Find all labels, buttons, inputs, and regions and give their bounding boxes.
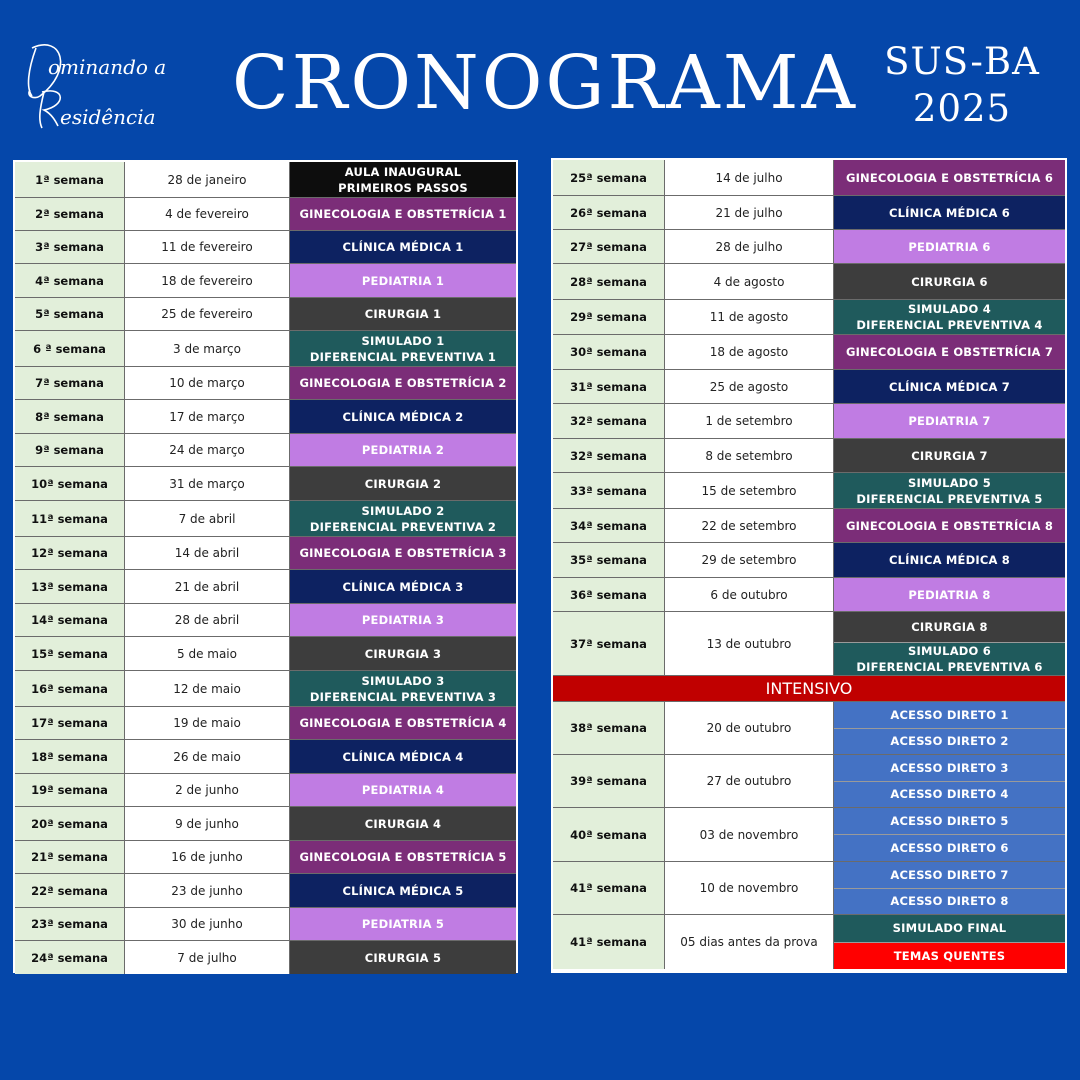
- week-cell: 25ª semana: [553, 160, 665, 195]
- table-row: [553, 473, 1065, 509]
- date-cell: 25 de fevereiro: [125, 298, 290, 330]
- date-cell: 1 de setembro: [665, 404, 834, 438]
- subject-block-clinica: CLÍNICA MÉDICA 1: [290, 231, 516, 263]
- week-cell: 28ª semana: [553, 264, 665, 299]
- date-cell: 15 de setembro: [665, 473, 834, 508]
- schedule-table-right: [551, 158, 1067, 973]
- week-cell: 19ª semana: [15, 774, 125, 806]
- subject-block-pediatria: PEDIATRIA 7: [834, 404, 1065, 438]
- subject-cell: [290, 941, 516, 974]
- table-row: [15, 637, 516, 671]
- subject-block-gine: GINECOLOGIA E OBSTETRÍCIA 1: [290, 198, 516, 230]
- date-cell: 30 de junho: [125, 908, 290, 940]
- subject-cell: [290, 501, 516, 536]
- subject-cell: [290, 264, 516, 297]
- table-row: [553, 543, 1065, 578]
- date-cell: 14 de abril: [125, 537, 290, 569]
- subject-block-cirurgia: CIRURGIA 3: [290, 637, 516, 670]
- table-row: [15, 501, 516, 537]
- date-cell: 25 de agosto: [665, 370, 834, 403]
- subject-block-acesso: ACESSO DIRETO 8: [834, 888, 1065, 915]
- date-cell: 28 de julho: [665, 230, 834, 263]
- subject-block-clinica: CLÍNICA MÉDICA 7: [834, 370, 1065, 403]
- table-row: [15, 198, 516, 231]
- subject-cell: [290, 841, 516, 873]
- subject-cell: [834, 439, 1065, 472]
- date-cell: 28 de janeiro: [125, 162, 290, 197]
- week-cell: 16ª semana: [15, 671, 125, 706]
- subject-block-pediatria: PEDIATRIA 4: [290, 774, 516, 806]
- subject-block-acesso: ACESSO DIRETO 3: [834, 755, 1065, 781]
- subject-block-simfinal: SIMULADO FINAL: [834, 915, 1065, 942]
- week-cell: 41ª semana: [553, 862, 665, 914]
- week-cell: 1ª semana: [15, 162, 125, 197]
- date-cell: 14 de julho: [665, 160, 834, 195]
- subject-cell: [290, 604, 516, 636]
- table-row: [15, 740, 516, 774]
- table-row: [15, 941, 516, 974]
- week-cell: 24ª semana: [15, 941, 125, 974]
- subject-block-acesso: ACESSO DIRETO 4: [834, 781, 1065, 808]
- subject-cell: [290, 807, 516, 840]
- subject-block-gine: GINECOLOGIA E OBSTETRÍCIA 4: [290, 707, 516, 739]
- week-cell: 6 ª semana: [15, 331, 125, 366]
- week-cell: 29ª semana: [553, 300, 665, 334]
- date-cell: 21 de julho: [665, 196, 834, 229]
- date-cell: 29 de setembro: [665, 543, 834, 577]
- week-cell: 33ª semana: [553, 473, 665, 508]
- subject-cell: [834, 702, 1065, 754]
- subject-block-clinica: CLÍNICA MÉDICA 4: [290, 740, 516, 773]
- subject-block-gine: GINECOLOGIA E OBSTETRÍCIA 3: [290, 537, 516, 569]
- subject-cell: [834, 612, 1065, 675]
- table-row: [553, 862, 1065, 915]
- subject-block-acesso: ACESSO DIRETO 6: [834, 834, 1065, 861]
- date-cell: 12 de maio: [125, 671, 290, 706]
- subject-block-gine: GINECOLOGIA E OBSTETRÍCIA 2: [290, 367, 516, 399]
- subject-cell: [834, 264, 1065, 299]
- week-cell: 32ª semana: [553, 404, 665, 438]
- date-cell: 27 de outubro: [665, 755, 834, 807]
- date-cell: 31 de março: [125, 467, 290, 500]
- week-cell: 36ª semana: [553, 578, 665, 611]
- date-cell: 6 de outubro: [665, 578, 834, 611]
- subject-block-clinica: CLÍNICA MÉDICA 3: [290, 570, 516, 603]
- subject-block-pediatria: PEDIATRIA 2: [290, 434, 516, 466]
- subject-cell: [290, 400, 516, 433]
- subject-block-pediatria: PEDIATRIA 8: [834, 578, 1065, 611]
- intensivo-banner: [553, 676, 1065, 702]
- subject-block-gine: GINECOLOGIA E OBSTETRÍCIA 6: [834, 160, 1065, 195]
- table-row: [15, 434, 516, 467]
- week-cell: 39ª semana: [553, 755, 665, 807]
- table-row: [553, 755, 1065, 808]
- subject-block-cirurgia: CIRURGIA 5: [290, 941, 516, 974]
- week-cell: 15ª semana: [15, 637, 125, 670]
- subject-block-cirurgia: CIRURGIA 6: [834, 264, 1065, 299]
- table-row: [553, 370, 1065, 404]
- subject-block-simulado: SIMULADO 5 DIFERENCIAL PREVENTIVA 5: [834, 473, 1065, 508]
- table-row: [553, 335, 1065, 370]
- table-row: [15, 537, 516, 570]
- date-cell: 24 de março: [125, 434, 290, 466]
- subject-block-cirurgia: CIRURGIA 4: [290, 807, 516, 840]
- subject-cell: [834, 160, 1065, 195]
- subject-cell: [290, 198, 516, 230]
- brand-logo: [22, 30, 212, 140]
- subject-block-simulado: SIMULADO 3 DIFERENCIAL PREVENTIVA 3: [290, 671, 516, 706]
- date-cell: 7 de abril: [125, 501, 290, 536]
- table-row: [15, 908, 516, 941]
- table-row: [553, 578, 1065, 612]
- subject-block-clinica: CLÍNICA MÉDICA 2: [290, 400, 516, 433]
- table-row: [15, 367, 516, 400]
- table-row: [553, 808, 1065, 862]
- table-row: [15, 774, 516, 807]
- week-cell: 14ª semana: [15, 604, 125, 636]
- subject-block-cirurgia: CIRURGIA 8: [834, 612, 1065, 642]
- week-cell: 34ª semana: [553, 509, 665, 542]
- week-cell: 31ª semana: [553, 370, 665, 403]
- week-cell: 3ª semana: [15, 231, 125, 263]
- table-row: [553, 509, 1065, 543]
- subject-block-gine: GINECOLOGIA E OBSTETRÍCIA 7: [834, 335, 1065, 369]
- date-cell: 19 de maio: [125, 707, 290, 739]
- subject-cell: [290, 367, 516, 399]
- table-row: [553, 915, 1065, 969]
- subject-block-acesso: ACESSO DIRETO 5: [834, 808, 1065, 834]
- table-row: [553, 439, 1065, 473]
- date-cell: 7 de julho: [125, 941, 290, 974]
- schedule-table-left: [13, 160, 518, 973]
- subject-block-gine: GINECOLOGIA E OBSTETRÍCIA 8: [834, 509, 1065, 542]
- week-cell: 41ª semana: [553, 915, 665, 969]
- subject-block-clinica: CLÍNICA MÉDICA 8: [834, 543, 1065, 577]
- date-cell: 4 de agosto: [665, 264, 834, 299]
- subject-cell: [290, 231, 516, 263]
- subject-cell: [290, 637, 516, 670]
- subtitle-exam: SUS-BA: [884, 40, 1040, 83]
- subject-cell: [290, 671, 516, 706]
- page-title: CRONOGRAMA: [232, 40, 858, 126]
- table-row: [553, 264, 1065, 300]
- table-row: [553, 702, 1065, 755]
- subject-cell: [290, 774, 516, 806]
- subject-cell: [290, 874, 516, 907]
- week-cell: 17ª semana: [15, 707, 125, 739]
- week-cell: 9ª semana: [15, 434, 125, 466]
- subject-cell: [834, 578, 1065, 611]
- table-row: [15, 400, 516, 434]
- subject-cell: [834, 335, 1065, 369]
- table-row: [553, 160, 1065, 196]
- subject-block-simulado: SIMULADO 2 DIFERENCIAL PREVENTIVA 2: [290, 501, 516, 536]
- table-row: [15, 671, 516, 707]
- subject-cell: [834, 196, 1065, 229]
- subject-cell: [834, 808, 1065, 861]
- subject-block-pediatria: PEDIATRIA 5: [290, 908, 516, 940]
- subject-block-simulado: SIMULADO 1 DIFERENCIAL PREVENTIVA 1: [290, 331, 516, 366]
- date-cell: 05 dias antes da prova: [665, 915, 834, 969]
- week-cell: 8ª semana: [15, 400, 125, 433]
- date-cell: 21 de abril: [125, 570, 290, 603]
- date-cell: 18 de agosto: [665, 335, 834, 369]
- subject-block-pediatria: PEDIATRIA 1: [290, 264, 516, 297]
- date-cell: 13 de outubro: [665, 612, 834, 675]
- date-cell: 11 de agosto: [665, 300, 834, 334]
- table-row: [15, 264, 516, 298]
- date-cell: 22 de setembro: [665, 509, 834, 542]
- subject-block-black: AULA INAUGURAL PRIMEIROS PASSOS: [290, 162, 516, 197]
- subject-cell: [290, 537, 516, 569]
- date-cell: 26 de maio: [125, 740, 290, 773]
- table-row: [553, 196, 1065, 230]
- week-cell: 22ª semana: [15, 874, 125, 907]
- subject-cell: [834, 862, 1065, 914]
- subject-cell: [290, 467, 516, 500]
- week-cell: 30ª semana: [553, 335, 665, 369]
- date-cell: 2 de junho: [125, 774, 290, 806]
- subject-cell: [834, 300, 1065, 334]
- week-cell: 27ª semana: [553, 230, 665, 263]
- subject-cell: [290, 162, 516, 197]
- week-cell: 4ª semana: [15, 264, 125, 297]
- subject-block-gine: GINECOLOGIA E OBSTETRÍCIA 5: [290, 841, 516, 873]
- subject-cell: [834, 473, 1065, 508]
- date-cell: 9 de junho: [125, 807, 290, 840]
- table-row: [553, 612, 1065, 676]
- week-cell: 11ª semana: [15, 501, 125, 536]
- date-cell: 3 de março: [125, 331, 290, 366]
- table-row: [553, 300, 1065, 335]
- week-cell: 23ª semana: [15, 908, 125, 940]
- subject-block-temas: TEMAS QUENTES: [834, 942, 1065, 970]
- week-cell: 18ª semana: [15, 740, 125, 773]
- week-cell: 7ª semana: [15, 367, 125, 399]
- subject-cell: [290, 298, 516, 330]
- week-cell: 26ª semana: [553, 196, 665, 229]
- subject-block-pediatria: PEDIATRIA 3: [290, 604, 516, 636]
- page-subtitle: [870, 38, 1054, 132]
- subject-block-acesso: ACESSO DIRETO 2: [834, 728, 1065, 755]
- intensivo-banner-label: INTENSIVO: [765, 679, 853, 698]
- table-row: [15, 467, 516, 501]
- date-cell: 18 de fevereiro: [125, 264, 290, 297]
- subject-block-simulado: SIMULADO 4 DIFERENCIAL PREVENTIVA 4: [834, 300, 1065, 334]
- week-cell: 10ª semana: [15, 467, 125, 500]
- date-cell: 23 de junho: [125, 874, 290, 907]
- table-row: [15, 162, 516, 198]
- subject-cell: [834, 509, 1065, 542]
- week-cell: 21ª semana: [15, 841, 125, 873]
- subject-cell: [834, 543, 1065, 577]
- date-cell: 17 de março: [125, 400, 290, 433]
- week-cell: 20ª semana: [15, 807, 125, 840]
- svg-text:esidência: esidência: [60, 105, 156, 129]
- subject-cell: [290, 331, 516, 366]
- subject-cell: [290, 570, 516, 603]
- subject-cell: [290, 434, 516, 466]
- subject-cell: [834, 915, 1065, 969]
- table-row: [15, 841, 516, 874]
- subtitle-year: 2025: [912, 87, 1012, 130]
- week-cell: 5ª semana: [15, 298, 125, 330]
- table-row: [553, 230, 1065, 264]
- subject-cell: [834, 230, 1065, 263]
- subject-block-simulado: SIMULADO 6 DIFERENCIAL PREVENTIVA 6: [834, 642, 1065, 675]
- week-cell: 2ª semana: [15, 198, 125, 230]
- date-cell: 10 de março: [125, 367, 290, 399]
- subject-cell: [834, 404, 1065, 438]
- table-row: [15, 298, 516, 331]
- date-cell: 4 de fevereiro: [125, 198, 290, 230]
- subject-block-acesso: ACESSO DIRETO 7: [834, 862, 1065, 888]
- table-row: [553, 404, 1065, 439]
- table-row: [15, 807, 516, 841]
- date-cell: 5 de maio: [125, 637, 290, 670]
- table-row: [15, 331, 516, 367]
- subject-block-acesso: ACESSO DIRETO 1: [834, 702, 1065, 728]
- subject-block-pediatria: PEDIATRIA 6: [834, 230, 1065, 263]
- table-row: [15, 874, 516, 908]
- date-cell: 20 de outubro: [665, 702, 834, 754]
- date-cell: 8 de setembro: [665, 439, 834, 472]
- week-cell: 40ª semana: [553, 808, 665, 861]
- date-cell: 10 de novembro: [665, 862, 834, 914]
- svg-text:ominando a: ominando a: [48, 55, 167, 79]
- date-cell: 03 de novembro: [665, 808, 834, 861]
- subject-cell: [290, 707, 516, 739]
- date-cell: 28 de abril: [125, 604, 290, 636]
- week-cell: 13ª semana: [15, 570, 125, 603]
- subject-cell: [290, 908, 516, 940]
- week-cell: 35ª semana: [553, 543, 665, 577]
- subject-block-cirurgia: CIRURGIA 1: [290, 298, 516, 330]
- week-cell: 32ª semana: [553, 439, 665, 472]
- date-cell: 16 de junho: [125, 841, 290, 873]
- table-row: [15, 604, 516, 637]
- subject-block-clinica: CLÍNICA MÉDICA 6: [834, 196, 1065, 229]
- week-cell: 12ª semana: [15, 537, 125, 569]
- date-cell: 11 de fevereiro: [125, 231, 290, 263]
- subject-cell: [834, 755, 1065, 807]
- subject-cell: [290, 740, 516, 773]
- table-row: [15, 570, 516, 604]
- week-cell: 38ª semana: [553, 702, 665, 754]
- table-row: [15, 231, 516, 264]
- subject-block-cirurgia: CIRURGIA 7: [834, 439, 1065, 472]
- subject-block-cirurgia: CIRURGIA 2: [290, 467, 516, 500]
- table-row: [15, 707, 516, 740]
- subject-cell: [834, 370, 1065, 403]
- week-cell: 37ª semana: [553, 612, 665, 675]
- signature-logo-icon: [22, 30, 212, 140]
- subject-block-clinica: CLÍNICA MÉDICA 5: [290, 874, 516, 907]
